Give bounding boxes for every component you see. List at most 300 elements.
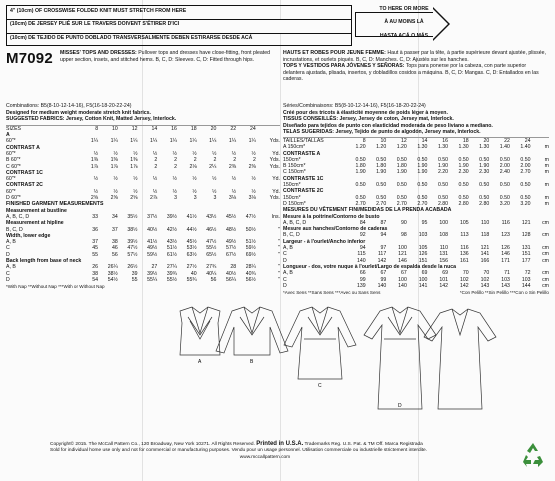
value-cell: 2.00 xyxy=(520,163,531,170)
value-cell: 65½ xyxy=(206,251,217,258)
value-cell: 0.50 xyxy=(396,156,407,163)
value-cell: 2 xyxy=(174,157,177,164)
unit-cell: Yd. xyxy=(272,176,280,183)
value-cell: 102 xyxy=(460,276,469,283)
value-cell: 113 xyxy=(460,232,469,239)
row-label: D xyxy=(283,282,287,289)
row-label: C xyxy=(6,245,10,252)
value-cell: 72 xyxy=(524,270,531,277)
value-cell: 3⅛ xyxy=(228,195,237,202)
value-cell: 140 xyxy=(398,282,407,289)
row-label: CONTRAST 1C xyxy=(6,169,43,176)
row-label: D xyxy=(6,251,10,258)
unit-cell: Yd. xyxy=(272,188,280,195)
nap-es: *Con Pelillo **Sin Pelillo ***Con o Sin Pelillo xyxy=(459,290,549,296)
value-cell: 69 xyxy=(442,270,449,277)
value-cell: ½ xyxy=(152,188,158,195)
sketch-view-a xyxy=(180,307,220,355)
value-cell: 0.50 xyxy=(458,194,469,201)
value-cell: 41½ xyxy=(186,213,197,220)
value-cell: 0.50 xyxy=(355,156,366,163)
sizes-label: TAILLES/TALLAS xyxy=(283,137,345,144)
value-cell: ½ xyxy=(251,150,256,157)
value-cell: 151 xyxy=(418,257,428,264)
value-cell: 1.90 xyxy=(458,163,469,170)
value-cell: 116 xyxy=(460,245,469,252)
value-cell: 38 xyxy=(112,239,118,246)
unit-cell: cm xyxy=(542,219,549,226)
unit-cell: " xyxy=(278,251,280,258)
row-label: CONTRASTE 2C xyxy=(283,188,324,195)
value-cell: 2 xyxy=(252,157,256,164)
row-label: D 60"* xyxy=(6,195,21,202)
value-cell: 2⅜ xyxy=(228,163,237,170)
size-cell: 12 xyxy=(118,125,138,132)
value-cell: 27¼ xyxy=(166,264,177,271)
value-cell: 1.30 xyxy=(458,144,469,151)
value-cell: 41½ xyxy=(147,239,158,246)
value-cell: 1¼ xyxy=(110,138,118,145)
value-cell: 0.50 xyxy=(499,156,510,163)
size-header-row xyxy=(6,125,280,132)
unit-cell: " xyxy=(278,226,280,233)
value-cell: 0.50 xyxy=(355,194,366,201)
value-cell: 2⅝ xyxy=(110,195,118,202)
value-cell: 69½ xyxy=(245,251,256,258)
value-cell: 40¼ xyxy=(206,270,217,277)
value-cell: 92 xyxy=(359,232,366,239)
value-cell: 2.40 xyxy=(499,169,510,176)
value-cell: 110 xyxy=(480,219,490,226)
desc-fr-text: Haut à passer par la tête, à partie supérieure devant ajustée, plissée, incrustations, et ourlets piqués. B, C, D: Manches. C, D: Ajustés sur les hanches. xyxy=(283,50,546,63)
row-label: Measurement at hipline xyxy=(6,220,64,227)
row-label: B 150cm* xyxy=(283,163,306,170)
value-cell: 103 xyxy=(521,276,531,283)
value-cell: 0.50 xyxy=(376,156,387,163)
value-cell: 53½ xyxy=(186,245,197,252)
value-cell: 110 xyxy=(439,245,449,252)
value-cell: 146 xyxy=(501,251,510,258)
value-cell: 71 xyxy=(504,270,510,277)
value-cell: 0.50 xyxy=(437,194,449,201)
value-cell: 1¼ xyxy=(150,138,158,145)
telas-sugeridas: TELAS SUGERIDAS: Jersey, Tejido de punto de algodón, Jersey mate, Interlock. xyxy=(283,129,481,136)
value-cell: 0.50 xyxy=(376,182,387,189)
size-cell: 10 xyxy=(98,125,118,132)
value-cell: ½ xyxy=(133,188,138,195)
size-cell: 18 xyxy=(448,137,469,144)
size-cell: 24 xyxy=(236,125,256,132)
value-cell: 1¼ xyxy=(228,138,237,145)
value-cell: 3.20 xyxy=(499,200,510,207)
value-cell: 2⅞ xyxy=(150,195,158,202)
value-cell: ½ xyxy=(113,188,118,195)
disenado: Diseñado para tejidos de punto con elasticidad moderada de peso liviano a mediano. xyxy=(283,122,493,129)
value-cell: 171 xyxy=(501,257,510,264)
sizes-label: SIZES xyxy=(6,125,84,132)
row-label: Width, lower edge xyxy=(6,232,51,239)
unit-cell: cm xyxy=(542,232,549,239)
unit-cell: m xyxy=(544,200,549,207)
value-cell: 26½ xyxy=(127,264,138,271)
value-cell: 1⅞ xyxy=(90,163,99,170)
value-cell: 94 xyxy=(359,245,366,252)
value-cell: 141 xyxy=(418,282,428,289)
value-cell: 27½ xyxy=(186,264,197,271)
value-cell: 1.80 xyxy=(396,163,407,170)
value-cell: 1.40 xyxy=(520,144,531,151)
row-label: D xyxy=(283,257,287,264)
value-cell: ½ xyxy=(192,188,197,195)
value-cell: 40½ xyxy=(147,226,158,233)
value-cell: 1.90 xyxy=(376,169,387,176)
recycle-icon xyxy=(518,440,548,470)
value-cell: 105 xyxy=(418,245,428,252)
row-label: Back length from base of neck xyxy=(6,258,82,265)
value-cell: ½ xyxy=(231,176,237,183)
row-label: D xyxy=(6,276,10,283)
value-cell: 1.80 xyxy=(355,163,366,170)
cree-pour: Créé pour des tricots à élasticité moyenne de poids léger à moyen. xyxy=(283,109,448,116)
value-cell: 0.50 xyxy=(437,156,449,163)
value-cell: 118 xyxy=(480,232,490,239)
value-cell: 0.50 xyxy=(499,194,510,201)
value-cell: 3 xyxy=(213,195,217,202)
value-cell: 0.50 xyxy=(499,182,510,189)
value-cell: 26 xyxy=(92,264,99,271)
value-cell: 2.70 xyxy=(396,200,407,207)
unit-cell: m xyxy=(544,144,549,151)
value-cell: 103 xyxy=(501,276,510,283)
unit-cell: m xyxy=(544,182,549,189)
value-cell: 95 xyxy=(421,219,428,226)
value-cell: ½ xyxy=(212,188,217,195)
unit-cell: " xyxy=(278,239,280,246)
size-cell: 20 xyxy=(469,137,490,144)
sketch-view-b xyxy=(216,307,288,355)
value-cell: 140 xyxy=(356,257,366,264)
yardage-table-en xyxy=(6,125,280,283)
value-cell: 27 xyxy=(151,264,158,271)
value-cell: 56½ xyxy=(245,276,256,283)
value-cell: 50½ xyxy=(245,226,256,233)
value-cell: 38 xyxy=(92,270,99,277)
value-cell: 101 xyxy=(439,276,449,283)
value-cell: ½ xyxy=(113,176,118,183)
value-cell: 0.50 xyxy=(520,182,531,189)
value-cell: ½ xyxy=(172,188,177,195)
value-cell: 27¾ xyxy=(206,264,217,271)
value-cell: 126 xyxy=(501,245,510,252)
row-label: 60"* xyxy=(6,176,16,183)
value-cell: 2⅛ xyxy=(189,163,197,170)
value-cell: 139 xyxy=(356,282,366,289)
size-cell: 24 xyxy=(510,137,531,144)
value-cell: 33 xyxy=(92,213,99,220)
value-cell: ½ xyxy=(192,150,197,157)
size-cell: 22 xyxy=(216,125,236,132)
gauge-line-2: (10cm) DE JERSEY PLIÉ SUR LE TRAVERS DOIVENT S'ÉTIRER D'ICI xyxy=(10,21,180,27)
value-cell: 45 xyxy=(92,245,99,252)
value-cell: 2.80 xyxy=(479,200,490,207)
stretch-gauge xyxy=(6,5,352,46)
value-cell: 0.50 xyxy=(479,194,490,201)
value-cell: 141 xyxy=(480,251,490,258)
value-cell: 2 xyxy=(233,157,237,164)
row-label: D 150cm* xyxy=(283,200,306,207)
value-cell: 1.90 xyxy=(417,163,428,170)
row-label: 150cm* xyxy=(283,194,301,201)
value-cell: 99 xyxy=(359,276,366,283)
unit-cell: m xyxy=(544,194,549,201)
value-cell: 67½ xyxy=(226,251,237,258)
unit-cell: " xyxy=(278,245,280,252)
value-cell: 2.30 xyxy=(479,169,490,176)
value-cell: 37½ xyxy=(147,213,158,220)
value-cell: 28 xyxy=(230,264,237,271)
value-cell: ½ xyxy=(113,150,118,157)
row-label: B 60"* xyxy=(6,157,21,164)
nap-note-metric xyxy=(283,290,549,297)
row-label: Longueur - dos, votre nuque à l'ourlet/Largo de espalda desde la nuca xyxy=(283,263,457,270)
row-label: CONTRASTE 1C xyxy=(283,175,324,182)
value-cell: 151 xyxy=(521,251,531,258)
value-cell: 55 xyxy=(131,276,138,283)
row-label: Measurement at bustline xyxy=(6,207,67,214)
value-cell: 1.30 xyxy=(479,144,490,151)
value-cell: 69 xyxy=(421,270,428,277)
row-label: 60"* xyxy=(6,150,16,157)
value-cell: 1.20 xyxy=(396,144,407,151)
unit-cell: m xyxy=(544,156,549,163)
nap-note: *With Nap **Without Nap ***With or Without Nap xyxy=(6,284,105,290)
value-cell: 67 xyxy=(401,270,407,277)
unit-cell: cm xyxy=(542,276,549,283)
value-cell: 142 xyxy=(460,282,469,289)
value-cell: 142 xyxy=(377,257,387,264)
desc-en-text: Pullover tops and dresses have close-fitting, front pleated upper section, insets, and stitched hems. B, C, D: Sleeves. C, D: Fitted through hips. xyxy=(60,50,270,63)
row-label: A, B xyxy=(283,245,293,252)
value-cell: 40½ xyxy=(226,270,237,277)
value-cell: 45½ xyxy=(226,213,237,220)
row-label: FINISHED GARMENT MEASUREMENTS xyxy=(6,201,104,208)
size-cell: 12 xyxy=(386,137,407,144)
value-cell: 2 xyxy=(193,157,197,164)
value-cell: 2 xyxy=(213,157,217,164)
value-cell: 121 xyxy=(480,245,490,252)
value-cell: 126 xyxy=(418,251,428,258)
gauge-line-3: (10cm) DE TEJIDO DE PUNTO DOBLADO TRANSVERSALMENTE DEBEN ESTIRARSE DESDE ACÁ xyxy=(10,35,253,41)
printed-in: Printed in U.S.A. xyxy=(256,441,304,447)
value-cell: 116 xyxy=(501,219,510,226)
value-cell: 1.20 xyxy=(355,144,366,151)
row-label: CONTRASTE A xyxy=(283,150,321,157)
unit-cell: Yd. xyxy=(272,150,280,157)
value-cell: ½ xyxy=(93,188,99,195)
value-cell: 36 xyxy=(92,226,99,233)
value-cell: 2.80 xyxy=(458,200,469,207)
unit-cell: m xyxy=(544,163,549,170)
value-cell: 3 xyxy=(193,195,197,202)
value-cell: ½ xyxy=(251,176,256,183)
value-cell: 84 xyxy=(359,219,366,226)
value-cell: 144 xyxy=(521,282,531,289)
more-fr: À AU MOINS LÀ xyxy=(384,19,424,25)
row-label: A, B xyxy=(283,270,293,277)
value-cell: 55¾ xyxy=(186,276,197,283)
value-cell: 43½ xyxy=(206,213,217,220)
more-en: TO HERE OR MORE xyxy=(379,6,429,12)
value-cell: 143 xyxy=(480,282,490,289)
value-cell: 0.50 xyxy=(520,194,531,201)
value-cell: ½ xyxy=(231,150,237,157)
value-cell: 136 xyxy=(460,251,469,258)
value-cell: 51½ xyxy=(245,239,256,246)
value-cell: 121 xyxy=(398,251,407,258)
value-cell: 121 xyxy=(521,219,531,226)
value-cell: 49½ xyxy=(147,245,158,252)
value-cell: 55½ xyxy=(166,276,177,283)
value-cell: 2.70 xyxy=(417,200,428,207)
unit-cell: Yds. xyxy=(269,157,280,164)
value-cell: 1¼ xyxy=(209,138,217,145)
value-cell: 70 xyxy=(483,270,490,277)
value-cell: 26¼ xyxy=(107,264,118,271)
value-cell: 38½ xyxy=(107,270,118,277)
unit-cell xyxy=(256,125,280,132)
value-cell: 146 xyxy=(398,257,407,264)
value-cell: 57½ xyxy=(226,245,237,252)
row-label: A, B, C, D xyxy=(6,213,30,220)
value-cell: 39½ xyxy=(166,213,177,220)
unit-cell: cm xyxy=(542,257,549,264)
more-es: HASTA ACÁ O MÁS xyxy=(379,33,429,39)
row-label: CONTRAST A xyxy=(6,144,40,151)
tissus-conseilles: TISSUS CONSEILLÉS: Jersey, Jersey de coton, Jersey mat, Interlock. xyxy=(283,116,454,123)
value-cell: 55¼ xyxy=(147,276,158,283)
table-row xyxy=(283,283,549,289)
unit-cell: cm xyxy=(542,282,549,289)
size-header-row xyxy=(283,137,549,144)
technical-sketches xyxy=(170,305,500,413)
size-cell: 20 xyxy=(197,125,217,132)
row-label: C 60"* xyxy=(6,163,21,170)
value-cell: 47½ xyxy=(245,213,256,220)
series: Séries/Combinaisons: B5(8-10-12-14-16), F5(16-18-20-22-24) xyxy=(283,103,426,109)
value-cell: 55 xyxy=(92,251,99,258)
value-cell: 66 xyxy=(359,270,366,277)
value-cell: 48½ xyxy=(226,226,237,233)
value-cell: ½ xyxy=(231,188,237,195)
value-cell: 55½ xyxy=(206,245,217,252)
value-cell: 128 xyxy=(521,232,531,239)
value-cell: 37 xyxy=(92,239,99,246)
value-cell: 0.50 xyxy=(396,194,407,201)
value-cell: 123 xyxy=(501,232,510,239)
row-label: 150cm* xyxy=(283,156,301,163)
description-en xyxy=(60,50,275,63)
value-cell: 35½ xyxy=(127,213,138,220)
value-cell: 1.30 xyxy=(417,144,428,151)
value-cell: ½ xyxy=(172,150,177,157)
view-label-b: B xyxy=(250,359,254,365)
unit-cell: cm xyxy=(542,245,549,252)
unit-cell: " xyxy=(278,276,280,283)
size-cell: 16 xyxy=(427,137,448,144)
value-cell: 156 xyxy=(439,257,449,264)
value-cell: 2.70 xyxy=(520,169,531,176)
value-cell: 39½ xyxy=(147,270,158,277)
value-cell: ½ xyxy=(212,176,217,183)
value-cell: 70 xyxy=(462,270,469,277)
row-label: A, B xyxy=(6,239,16,246)
value-cell: 1¼ xyxy=(130,138,138,145)
value-cell: 131 xyxy=(439,251,449,258)
row-label: C xyxy=(6,270,10,277)
value-cell: 61½ xyxy=(166,251,177,258)
yardage-english xyxy=(6,103,280,291)
value-cell: 1¼ xyxy=(90,138,99,145)
value-cell: 1.80 xyxy=(376,163,387,170)
value-cell: 45½ xyxy=(186,239,197,246)
value-cell: 0.50 xyxy=(437,182,449,189)
value-cell: 2.00 xyxy=(499,163,510,170)
value-cell: 1.90 xyxy=(417,169,428,176)
value-cell: 47½ xyxy=(127,245,138,252)
sketch-view-d xyxy=(364,307,496,409)
size-cell: 10 xyxy=(366,137,387,144)
value-cell: 51½ xyxy=(166,245,177,252)
row-label: C xyxy=(283,251,287,258)
unit-cell: m xyxy=(544,169,549,176)
value-cell: 1⅞ xyxy=(130,163,138,170)
value-cell: 161 xyxy=(460,257,469,264)
value-cell: 2.70 xyxy=(376,200,387,207)
nap-avec: *Avec Sens **Sans Sens ***Avec ou Sans Sens xyxy=(283,290,381,296)
value-cell: 2 xyxy=(154,163,158,170)
value-cell: 1.20 xyxy=(376,144,387,151)
value-cell: 0.50 xyxy=(417,182,428,189)
suggested-fabrics: SUGGESTED FABRICS: Jersey, Cotton Knit, Matted Jersey, Interlock. xyxy=(6,116,177,123)
value-cell: 1.90 xyxy=(355,169,366,176)
value-cell: 0.50 xyxy=(479,182,490,189)
copyright-line: Copyright© 2015. The McCall Pattern Co., 120 Broadway, New York 10271. All Rights Reserved. xyxy=(50,442,255,447)
value-cell: 3⅛ xyxy=(248,195,256,202)
value-cell: 56 xyxy=(210,276,217,283)
unit-cell: cm xyxy=(542,251,549,258)
value-cell: ½ xyxy=(93,176,99,183)
value-cell: 1⅜ xyxy=(90,157,99,164)
value-cell: 34 xyxy=(112,213,118,220)
value-cell: 0.50 xyxy=(376,194,387,201)
value-cell: 0.50 xyxy=(458,182,469,189)
row-label: A, B, C, D xyxy=(283,219,307,226)
value-cell: 37 xyxy=(112,226,118,233)
sketch-view-c xyxy=(284,307,356,379)
value-cell: 103 xyxy=(418,232,428,239)
row-label: 60"* xyxy=(6,138,16,145)
row-label: Mesure aux hanches/Contorno de caderas xyxy=(283,226,388,233)
value-cell: 39½ xyxy=(127,239,138,246)
value-cell: 40¾ xyxy=(245,270,256,277)
unit-cell: Yds. xyxy=(269,195,280,202)
unit-cell: " xyxy=(278,270,280,277)
unit-cell: cm xyxy=(542,270,549,277)
value-cell: 166 xyxy=(480,257,490,264)
value-cell: 44½ xyxy=(186,226,197,233)
size-cell: 8 xyxy=(84,125,98,132)
value-cell: 59½ xyxy=(245,245,256,252)
